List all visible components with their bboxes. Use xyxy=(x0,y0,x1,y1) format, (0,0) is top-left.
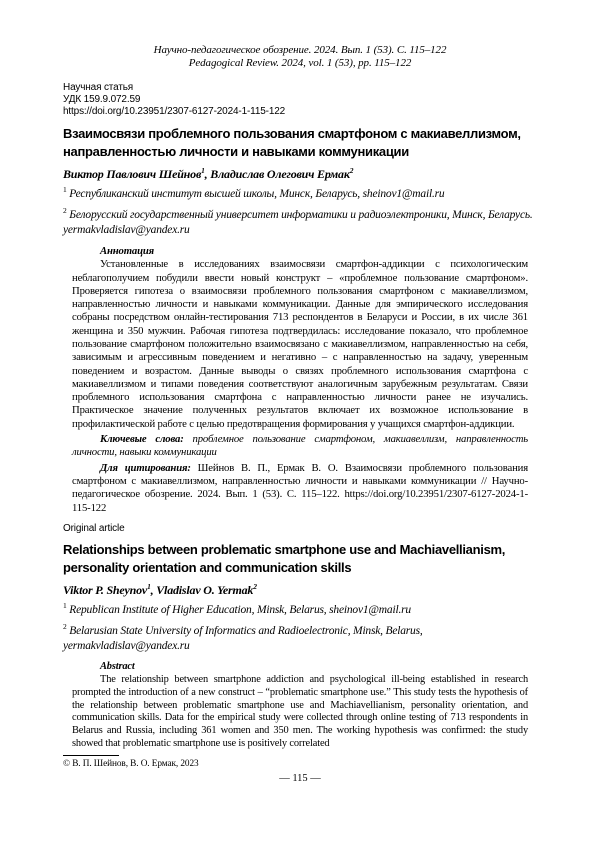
keywords-label: Ключевые слова: xyxy=(100,433,184,446)
citation-line-ru xyxy=(72,462,528,515)
authors-line-en xyxy=(63,583,537,598)
author-name-ru-1: Виктор Павлович Шейнов xyxy=(63,167,202,182)
page-number: — 115 — xyxy=(279,773,321,784)
affiliation-text: Belarusian State University of Informatics and Radioelectronic, Minsk, Belarus, yermakvladislav@yandex.ru xyxy=(63,624,423,653)
authors-line-ru xyxy=(63,167,537,182)
doi-url: https://doi.org/10.23951/2307-6127-2024-1-115-122 xyxy=(63,106,286,118)
author-affil-marker: 2 xyxy=(349,166,354,176)
keywords-line-ru xyxy=(72,433,528,460)
affiliation-ru-1 xyxy=(63,187,537,203)
affiliation-ru-2 xyxy=(63,208,537,239)
affiliation-marker: 2 xyxy=(63,622,67,632)
author-separator: , xyxy=(204,167,211,182)
affiliation-en-1 xyxy=(63,603,537,619)
article-meta xyxy=(63,82,537,118)
article-type-label-ru: Научная статья xyxy=(63,82,134,94)
abstract-text-en: The relationship between smartphone addiction and psychological ill-being established in research prompted the introduction of a new construct – “problematic smartphone use.” This study tests the hypothesis of the relationship between problematic smartphone use and Machiavellianism, personality orientation, and communication skills. Data for the empirical study were collected through online testing of 713 respondents in Belarus and Russia, including 361 women and 350 men. The working hypothesis was confirmed: the study showed that problematic smartphone use is positively correlated xyxy=(72,673,528,750)
affiliation-text: Republican Institute of Higher Education, Minsk, Belarus, sheinov1@mail.ru xyxy=(69,604,411,617)
copyright-footnote xyxy=(63,755,537,770)
keywords-text: проблемное пользование смартфоном, макиавеллизм, направленность личности, навыки коммуникации xyxy=(72,433,529,459)
author-affil-marker: 1 xyxy=(147,582,151,592)
article-type-label-en: Original article xyxy=(63,522,125,534)
annotation-block-ru xyxy=(72,245,528,515)
affiliation-text: Белорусский государственный университет информатики и радиоэлектроники, Минск, Беларусь. yermakvladislav@yandex.ru xyxy=(63,208,533,237)
affiliation-marker: 1 xyxy=(63,185,67,195)
page-content xyxy=(63,44,537,770)
affiliation-marker: 2 xyxy=(63,206,67,216)
author-name-en-2: Vladislav O. Yermak xyxy=(156,583,254,598)
citation-text: Шейнов В. П., Ермак В. О. Взаимосвязи проблемного пользования смартфоном с макиавеллизмом, направленностью личности и навыками коммуникации // Научно-педагогическое обозрение. 2024. Вып. 1 (53). С. 115–122. https://doi.org/10.23951/2307-6127-2024-1-115-122 xyxy=(72,461,528,514)
affiliation-text: Республиканский институт высшей школы, Минск, Беларусь, sheinov1@mail.ru xyxy=(69,188,445,201)
affiliation-en-2 xyxy=(63,624,537,655)
article-title-ru: Взаимосвязи проблемного пользования смартфоном с макиавеллизмом, направленностью личности и навыками коммуникации xyxy=(63,126,521,160)
copyright-line: © В. П. Шейнов, В. О. Ермак, 2023 xyxy=(63,759,199,770)
abstract-heading-ru: Аннотация xyxy=(100,244,155,257)
author-name-ru-2: Владислав Олегович Ермак xyxy=(210,167,350,182)
abstract-block-en xyxy=(72,661,528,751)
author-name-en-1: Viktor P. Sheynov xyxy=(63,583,148,598)
author-affil-marker: 1 xyxy=(201,166,205,176)
udc-code: УДК 159.9.072.59 xyxy=(63,94,141,106)
article-title-en: Relationships between problematic smartphone use and Machiavellianism, personality orientation and communication skills xyxy=(63,542,506,576)
abstract-text-ru: Установленные в исследованиях взаимосвязи смартфон-аддикции с психологическим неблагополучием побудили ввести новый конструкт – «проблемное пользование смартфоном». Проверяется гипотеза о взаимосвязи проблемного пользования смартфоном с макиавеллизмом, направленностью личности и навыками коммуникации. Данные для эмпирического исследования собраны посредством онлайн-тестирования 713 респондентов в Беларуси и России, в их числе 361 женщина и 350 мужчин. Рабочая гипотеза подтвердилась: исследование показало, что проблемное пользование смартфоном положительно взаимосвязано с макиавеллизмом, направленностью на себя, зависимым и агрессивным поведением и негативно – с направленностью на задачу, уверенным поведением и возрастом. Данные выводы о связях проблемного использования смартфона с макиавеллизмом и типами поведения соответствуют аналогичным зарубежным результатам. Связи проблемного использования смартфона с направленностью личности ранее не изучались. Практическое значение полученных результатов включает их возможное использование в профилактической работе с целью предотвращения формирования у учащихся смартфон-аддикции. xyxy=(72,258,528,430)
footnote-rule xyxy=(63,755,119,756)
running-head xyxy=(63,44,537,70)
journal-reference-en: Pedagogical Review. 2024, vol. 1 (53), pp. 115–122 xyxy=(188,57,412,70)
citation-label: Для цитирования: xyxy=(100,461,191,474)
author-separator: , xyxy=(150,583,157,598)
abstract-heading-en: Abstract xyxy=(100,660,135,672)
journal-reference-ru: Научно-педагогическое обозрение. 2024. Вып. 1 (53). С. 115–122 xyxy=(153,44,447,56)
affiliation-marker: 1 xyxy=(63,601,67,611)
author-affil-marker: 2 xyxy=(253,582,257,592)
